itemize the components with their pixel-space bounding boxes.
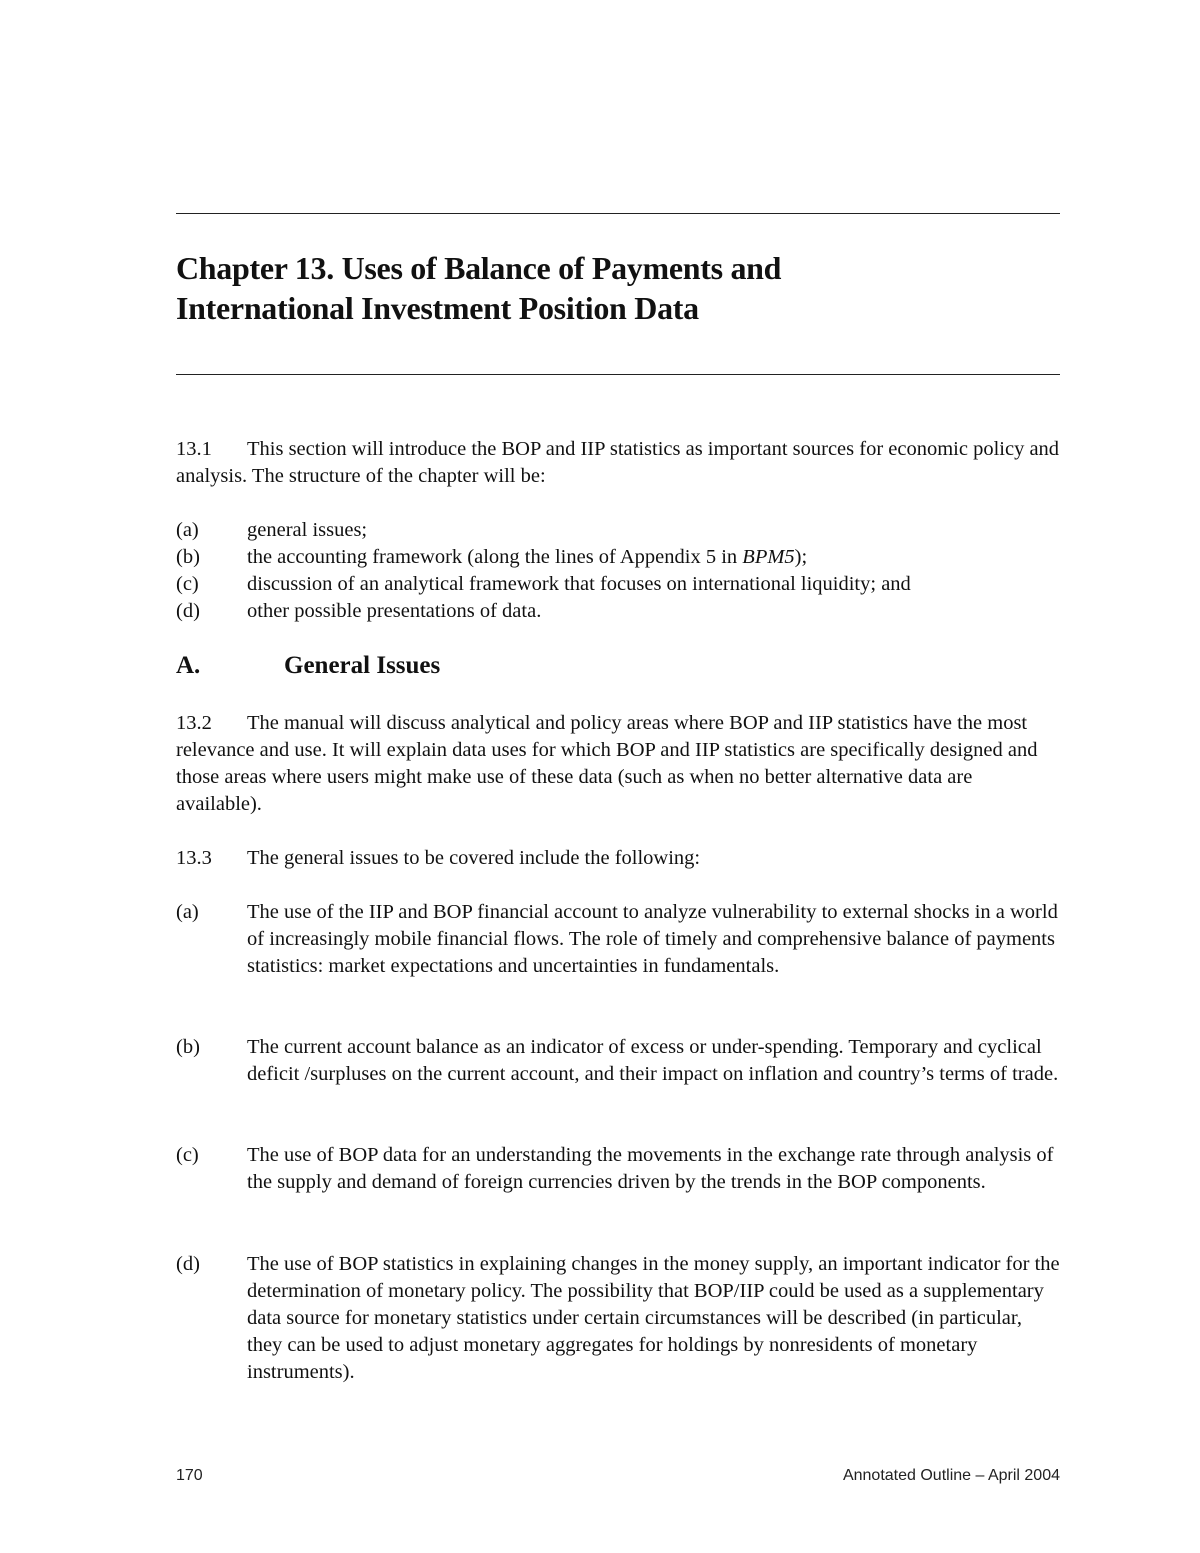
running-footer-title: Annotated Outline – April 2004 bbox=[842, 1467, 1060, 1484]
chapter-structure-list bbox=[176, 517, 1060, 625]
paragraph-text: The general issues to be covered include the following: bbox=[247, 847, 701, 869]
list-item bbox=[176, 1251, 1060, 1386]
list-item bbox=[176, 1034, 1060, 1088]
list-item-label: (c) bbox=[176, 573, 199, 595]
paragraph-13-1 bbox=[176, 436, 1060, 490]
list-item-label: (d) bbox=[176, 1253, 200, 1275]
paragraph-13-3 bbox=[176, 845, 1060, 872]
list-item bbox=[176, 598, 1060, 625]
list-item-text: general issues; bbox=[247, 519, 368, 541]
list-item-text: the accounting framework (along the lines of Appendix 5 in bbox=[247, 546, 743, 568]
list-item-label: (d) bbox=[176, 600, 200, 622]
section-heading-a bbox=[176, 650, 440, 682]
list-item-label: (b) bbox=[176, 1036, 200, 1058]
list-item-label: (b) bbox=[176, 546, 200, 568]
list-item-label: (a) bbox=[176, 901, 199, 923]
list-item-text: other possible presentations of data. bbox=[247, 600, 542, 622]
list-item-text: The current account balance as an indicator of excess or under-spending. Temporary and cyclical deficit /surpluses on the current account, and their impact on inflation and country’s terms of trade. bbox=[247, 1036, 1059, 1085]
paragraph-text: This section will introduce the BOP and IIP statistics as important sources for economic policy and analysis. The structure of the chapter will be: bbox=[176, 438, 1060, 487]
list-item-text-end: ); bbox=[794, 546, 808, 568]
section-title: General Issues bbox=[284, 652, 441, 679]
paragraph-13-2 bbox=[176, 710, 1060, 818]
paragraph-text: The manual will discuss analytical and policy areas where BOP and IIP statistics have the most relevance and use. It will explain data uses for which BOP and IIP statistics are specifically designed and those areas where users might make use of these data (such as when no better alternative data are available). bbox=[176, 712, 1038, 815]
list-item bbox=[176, 899, 1060, 980]
chapter-title bbox=[176, 248, 1060, 328]
list-item-label: (c) bbox=[176, 1144, 199, 1166]
chapter-title-line-1: Chapter 13. Uses of Balance of Payments and bbox=[176, 250, 782, 286]
top-rule bbox=[176, 213, 1060, 214]
bottom-rule bbox=[176, 374, 1060, 375]
list-item-italic-text: BPM5 bbox=[742, 546, 795, 568]
list-item-text: The use of the IIP and BOP financial account to analyze vulnerability to external shocks in a world of increasingly mobile financial flows. The role of timely and comprehensive balance of payments statistics: market expectations and uncertainties in fundamentals. bbox=[247, 901, 1058, 977]
list-item-text: The use of BOP statistics in explaining changes in the money supply, an important indicator for the determination of monetary policy. The possibility that BOP/IIP could be used as a supplementary data source for monetary statistics under certain circumstances will be described (in particular, they can be used to adjust monetary aggregates for holdings by nonresidents of monetary instruments). bbox=[247, 1253, 1060, 1383]
list-item bbox=[176, 571, 1060, 598]
chapter-title-line-2: International Investment Position Data bbox=[176, 290, 699, 326]
paragraph-number: 13.1 bbox=[176, 438, 212, 460]
list-item-text: The use of BOP data for an understanding the movements in the exchange rate through analysis of the supply and demand of foreign currencies driven by the trends in the BOP components. bbox=[247, 1144, 1054, 1193]
paragraph-number: 13.2 bbox=[176, 712, 212, 734]
list-item bbox=[176, 1142, 1060, 1196]
list-item-text: discussion of an analytical framework that focuses on international liquidity; and bbox=[247, 573, 911, 595]
list-item bbox=[176, 544, 1060, 571]
list-item-label: (a) bbox=[176, 519, 199, 541]
page-number: 170 bbox=[176, 1467, 203, 1484]
paragraph-number: 13.3 bbox=[176, 847, 212, 869]
section-letter: A. bbox=[176, 652, 201, 679]
list-item bbox=[176, 517, 1060, 544]
